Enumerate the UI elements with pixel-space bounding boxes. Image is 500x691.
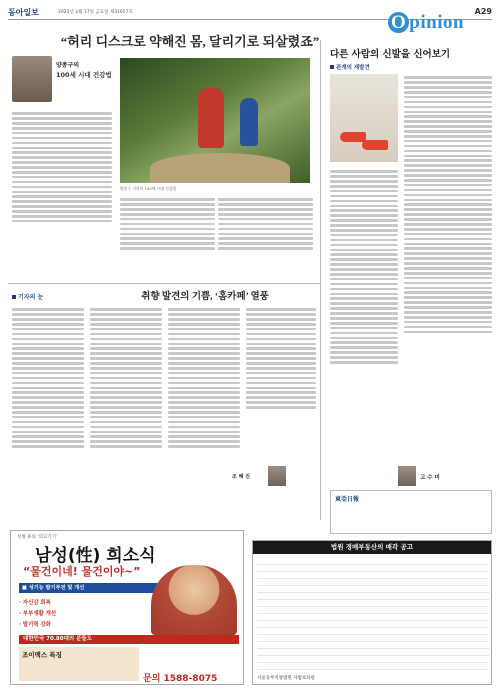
byline-photo bbox=[12, 56, 52, 102]
ad-bullet: · 부부생활 개선 bbox=[19, 611, 57, 617]
article-intro bbox=[218, 40, 313, 56]
shoes-photo bbox=[330, 74, 398, 162]
column2-body-a bbox=[12, 306, 84, 520]
right-body-col0 bbox=[330, 168, 398, 468]
advertisement-left bbox=[10, 530, 244, 685]
ad-feature-box bbox=[19, 647, 139, 681]
column2-body-d bbox=[246, 306, 316, 466]
main-headline: “허리 디스크로 약해진 몸, 달리기로 되살렸죠” bbox=[60, 34, 320, 49]
issue-date: 2023년 2월 17일 금요일 제31657호 bbox=[58, 10, 133, 15]
ad-bullet: · 자신감 회복 bbox=[19, 600, 51, 606]
auction-footer: 서울동부지방법원 사법보좌관 bbox=[257, 676, 315, 681]
info-brand: 東亞日報 bbox=[335, 496, 360, 503]
byline-title: 100세 시대 건강법 bbox=[56, 71, 112, 79]
right-author-photo bbox=[398, 466, 416, 486]
auction-table bbox=[257, 558, 489, 670]
shoe-left bbox=[340, 132, 366, 142]
byline-name: 양종구의 bbox=[56, 62, 80, 69]
right-author: 고 수 미 bbox=[420, 475, 440, 481]
article-body-col1 bbox=[12, 110, 112, 280]
column-divider bbox=[320, 40, 321, 520]
column2-author-photo bbox=[268, 466, 286, 486]
ad-bullet: · 발기력 강화 bbox=[19, 622, 51, 628]
shoe-right bbox=[362, 140, 388, 150]
ad-phone: 문의 1588-8075 bbox=[143, 674, 218, 684]
right-column-tag: 관계의 재발견 bbox=[330, 63, 370, 71]
ad-red-band: 대한민국 70.80대의 분들도 bbox=[19, 635, 239, 644]
page-number: A29 bbox=[474, 7, 492, 16]
section-divider bbox=[8, 283, 320, 284]
right-body-col1 bbox=[404, 74, 492, 464]
ad-man-photo bbox=[151, 565, 237, 635]
column2-author: 조 혜 진 bbox=[232, 474, 250, 480]
auction-notice-title: 법원 경매부동산의 매각 공고 bbox=[253, 541, 491, 554]
article-body-col3 bbox=[218, 196, 313, 280]
newspaper-logo: 동아일보 bbox=[8, 8, 39, 17]
column2-tag: 기자의 눈 bbox=[12, 292, 43, 301]
column2-headline: 취향 발견의 기쁨, ‘홈카페’ 열풍 bbox=[141, 292, 269, 302]
advertisement-right bbox=[252, 540, 492, 685]
section-label: O pinion bbox=[388, 12, 464, 34]
column2-body-c bbox=[168, 306, 240, 520]
article-photo bbox=[120, 58, 310, 183]
article-body-col2 bbox=[120, 196, 215, 280]
ad-small-text: 성병 휴의 ‘의료기기’ bbox=[17, 535, 58, 540]
ad-slogan: “물건이네! 물건이야~” bbox=[23, 565, 141, 578]
photo-caption: 양종구 기자의 100세 시대 건강법 bbox=[120, 186, 177, 191]
ad-feature-title: 조이맥스 특징 bbox=[22, 651, 62, 659]
right-headline: 다른 사람의 신발을 신어보기 bbox=[330, 49, 451, 60]
column2-body-b bbox=[90, 306, 162, 520]
ad-blue-bar: ■ 성기능 발기부전 및 개선 bbox=[19, 583, 159, 593]
newspaper-info-box bbox=[330, 490, 492, 534]
ad-title: 남성(性) 희소식 bbox=[35, 546, 156, 566]
